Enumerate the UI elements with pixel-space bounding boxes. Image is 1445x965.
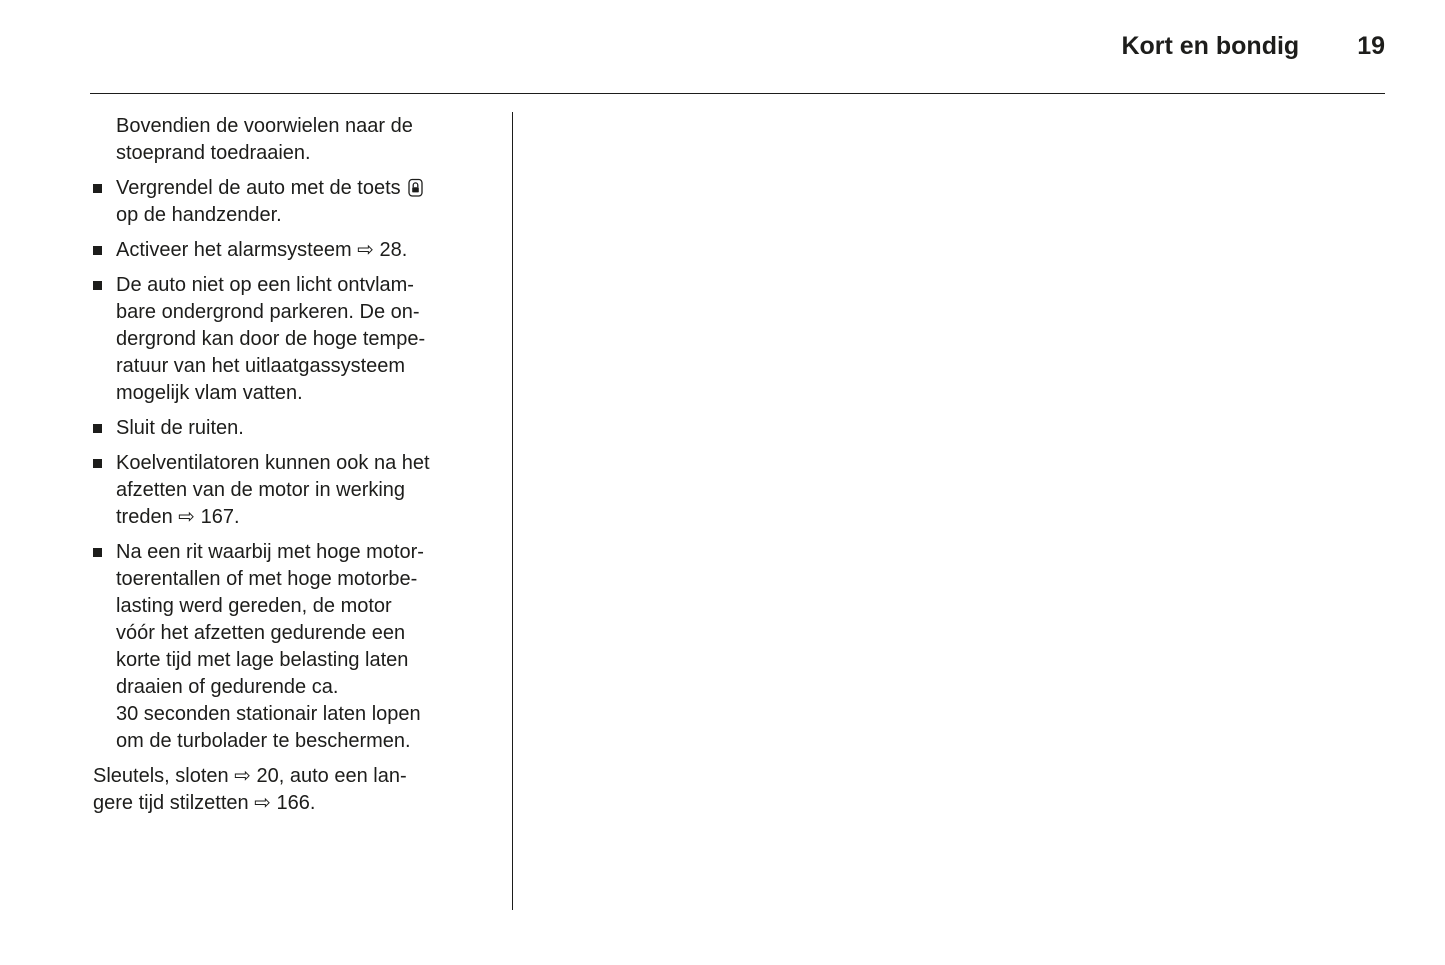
- bullet-text: Sluit de ruiten.: [116, 417, 244, 439]
- bullet-text: Activeer het alarmsysteem ⇨ 28.: [116, 239, 408, 261]
- header-rule: [90, 93, 1385, 94]
- bullet-item: [93, 175, 497, 229]
- bullet-item: [93, 237, 497, 264]
- paragraph: Bovendien de voorwielen naar de stoeprand toedraaien.: [116, 115, 413, 164]
- remote-lock-icon: [408, 178, 423, 197]
- bullet-marker: [93, 281, 102, 290]
- bullet-item: [93, 415, 497, 442]
- bullet-item: [93, 272, 497, 407]
- column-divider: [512, 112, 513, 910]
- bullet-text: De auto niet op een licht ontvlam- bare ondergrond parkeren. De on- dergrond kan door de hoge tempe- ratuur van het uitlaatgassysteem mogelijk vlam vatten.: [116, 274, 426, 404]
- bullet-marker: [93, 246, 102, 255]
- bullet-marker: [93, 548, 102, 557]
- bullet-text: Na een rit waarbij met hoge motor- toerentallen of met hoge motorbe- lasting werd gereden, de motor vóór het afzetten gedurende een korte tijd met lage belasting laten draaien of gedurende ca. 30 seconden stationair laten lopen om de turbolader te beschermen.: [116, 541, 424, 752]
- page-header: [90, 30, 1385, 62]
- bullet-item: [93, 450, 497, 531]
- left-column: [93, 113, 497, 817]
- bullet-marker: [93, 424, 102, 433]
- page-title: Kort en bondig: [1121, 32, 1300, 60]
- page-number: 19: [1357, 32, 1385, 60]
- bullet-item: [93, 539, 497, 755]
- paragraph: Sleutels, sloten ⇨ 20, auto een lan- gere tijd stilzetten ⇨ 166.: [93, 765, 407, 814]
- bullet-text: Vergrendel de auto met de toets op de handzender.: [116, 175, 497, 229]
- bullet-text: Koelventilatoren kunnen ook na het afzetten van de motor in werking treden ⇨ 167.: [116, 452, 430, 528]
- bullet-marker: [93, 184, 102, 193]
- bullet-marker: [93, 459, 102, 468]
